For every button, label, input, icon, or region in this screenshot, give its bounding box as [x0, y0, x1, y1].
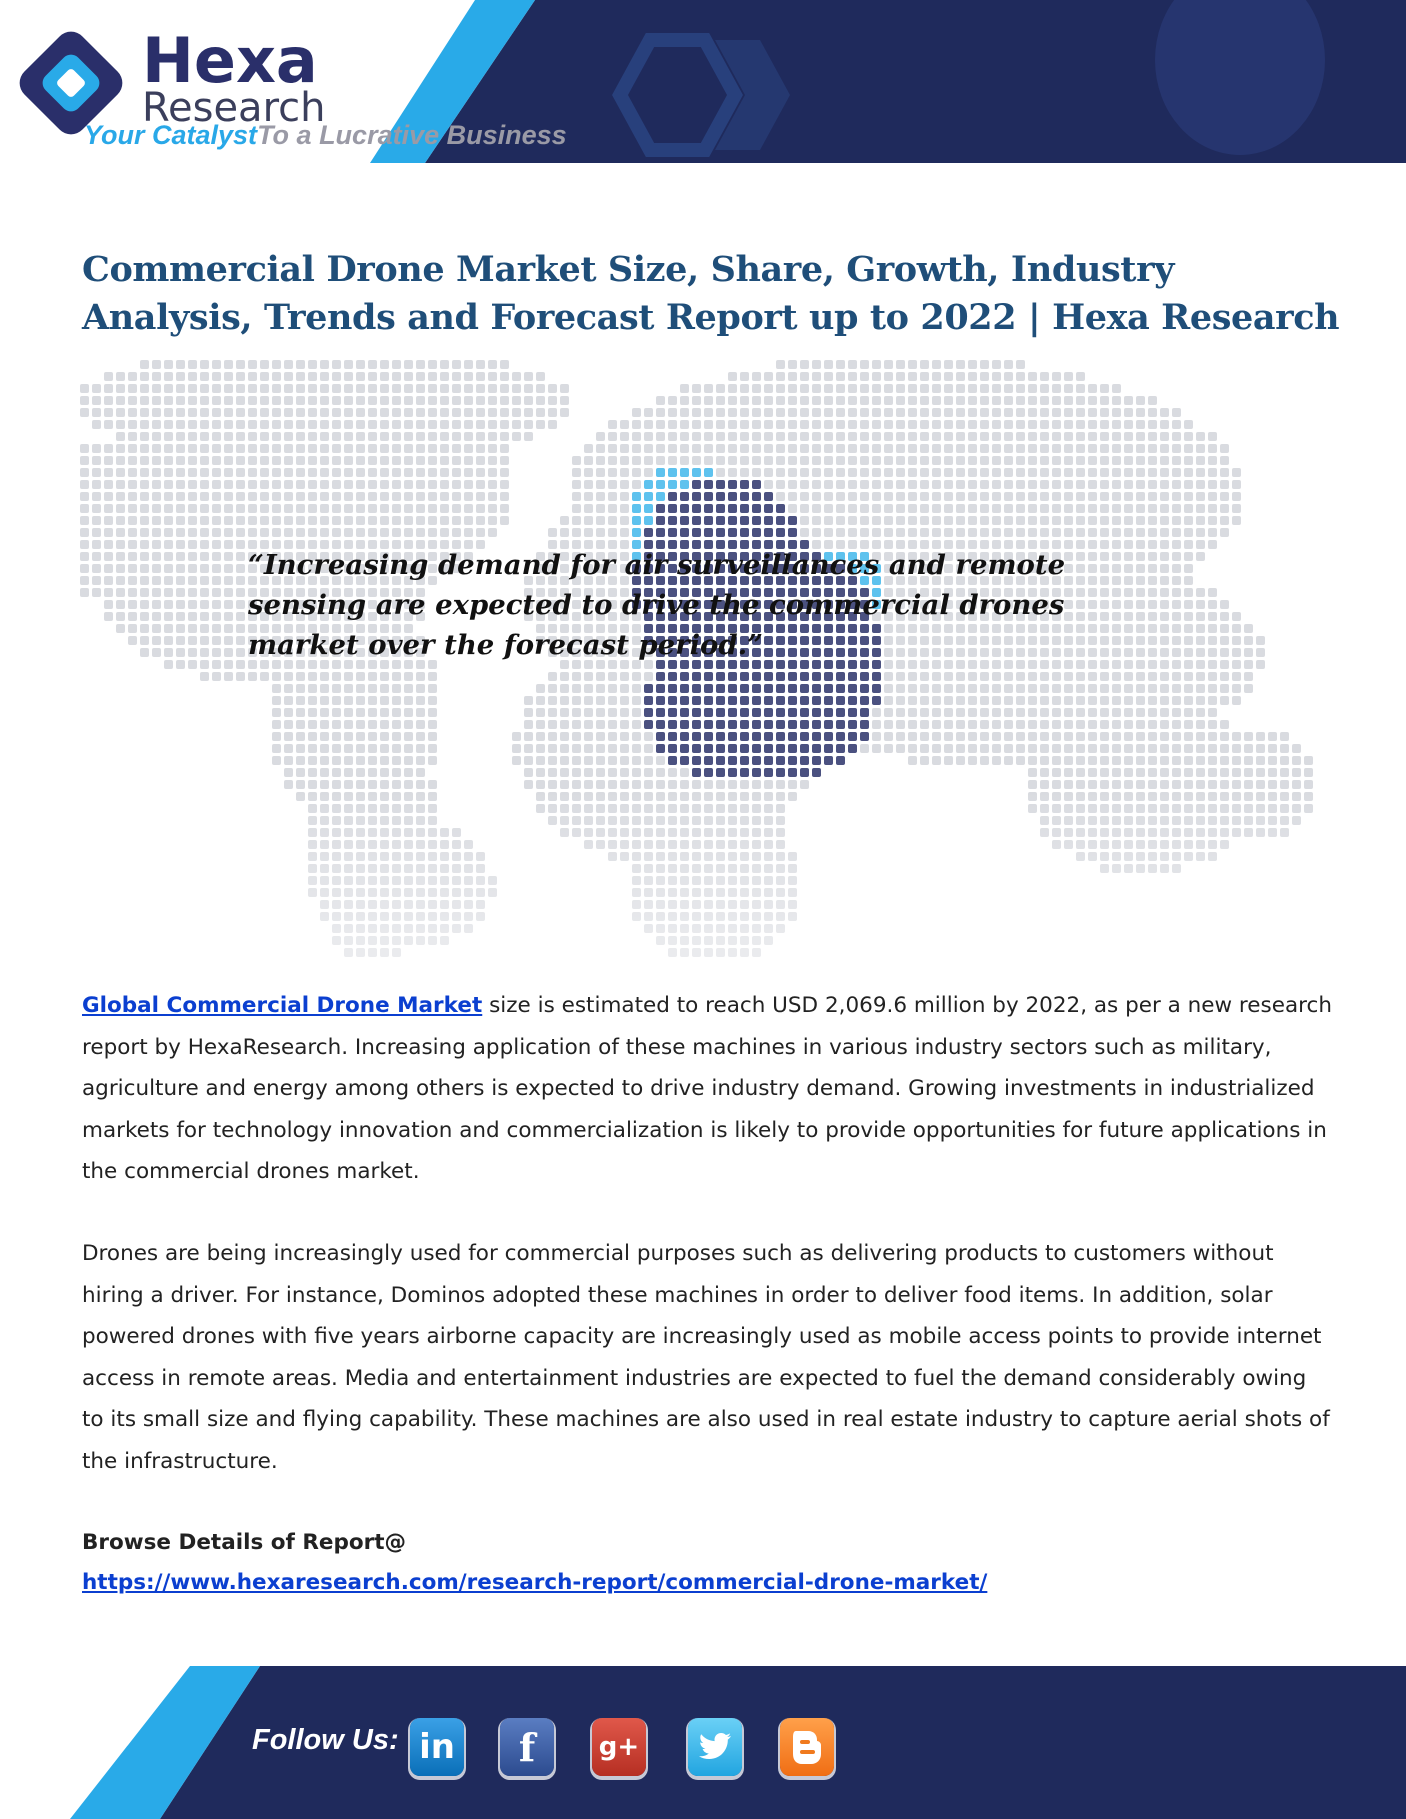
facebook-glyph: f — [518, 1724, 536, 1770]
tagline-part2: To a Lucrative Business — [257, 120, 567, 150]
pull-quote: “Increasing demand for air surveillances and remote sensing are expected to drive the commercial drones market over the forecast period.” — [248, 549, 1066, 661]
market-report-link[interactable]: Global Commercial Drone Market — [82, 993, 483, 1018]
blogger-b-icon — [790, 1729, 824, 1765]
intro-text: size is estimated to reach USD 2,069.6 million by 2022, as per a new research report by HexaResearch. Increasing application of these machines in various industry sectors such as military, agriculture and energy among others is expected to drive industry demand. Growing investments in industrialized markets for technology innovation and commercialization is likely to provide opportunities for future applications in the commercial drones market. — [82, 993, 1332, 1184]
intro-paragraph — [82, 985, 1332, 1193]
follow-us-label: Follow Us: — [252, 1724, 399, 1756]
blogger-icon[interactable] — [780, 1718, 834, 1776]
browse-details-label: Browse Details of Report@ — [82, 1530, 407, 1555]
brand-name: Hexa — [142, 24, 318, 97]
linkedin-icon[interactable] — [410, 1718, 464, 1776]
brand-subname: Research — [142, 85, 326, 131]
page-footer — [0, 1666, 1406, 1819]
linkedin-glyph: in — [419, 1727, 455, 1767]
facebook-icon[interactable] — [500, 1718, 554, 1776]
drones-usage-paragraph: Drones are being increasingly used for commercial purposes such as delivering products to customers without hiring a driver. For instance, Dominos adopted these machines in order to deliver food items. In addition, solar powered drones with five years airborne capacity are increasingly used as mobile access points to provide internet access in remote areas. Media and entertainment industries are expected to fuel the demand considerably owing to its small size and flying capability. These machines are also used in real estate industry to capture aerial shots of the infrastructure. — [82, 1241, 1330, 1474]
google-plus-icon[interactable] — [592, 1718, 646, 1776]
tagline — [84, 118, 567, 152]
page-title: Commercial Drone Market Size, Share, Growth, Industry Analysis, Trends and Forecast Report up to 2022 | Hexa Research — [82, 249, 1340, 338]
twitter-bird-icon — [698, 1732, 732, 1762]
report-url-link[interactable]: https://www.hexaresearch.com/research-report/commercial-drone-market/ — [82, 1570, 988, 1595]
page-header — [0, 0, 1406, 163]
tagline-part1: Your Catalyst — [84, 120, 258, 150]
twitter-icon[interactable] — [688, 1718, 742, 1776]
google-plus-glyph: g+ — [598, 1732, 640, 1762]
